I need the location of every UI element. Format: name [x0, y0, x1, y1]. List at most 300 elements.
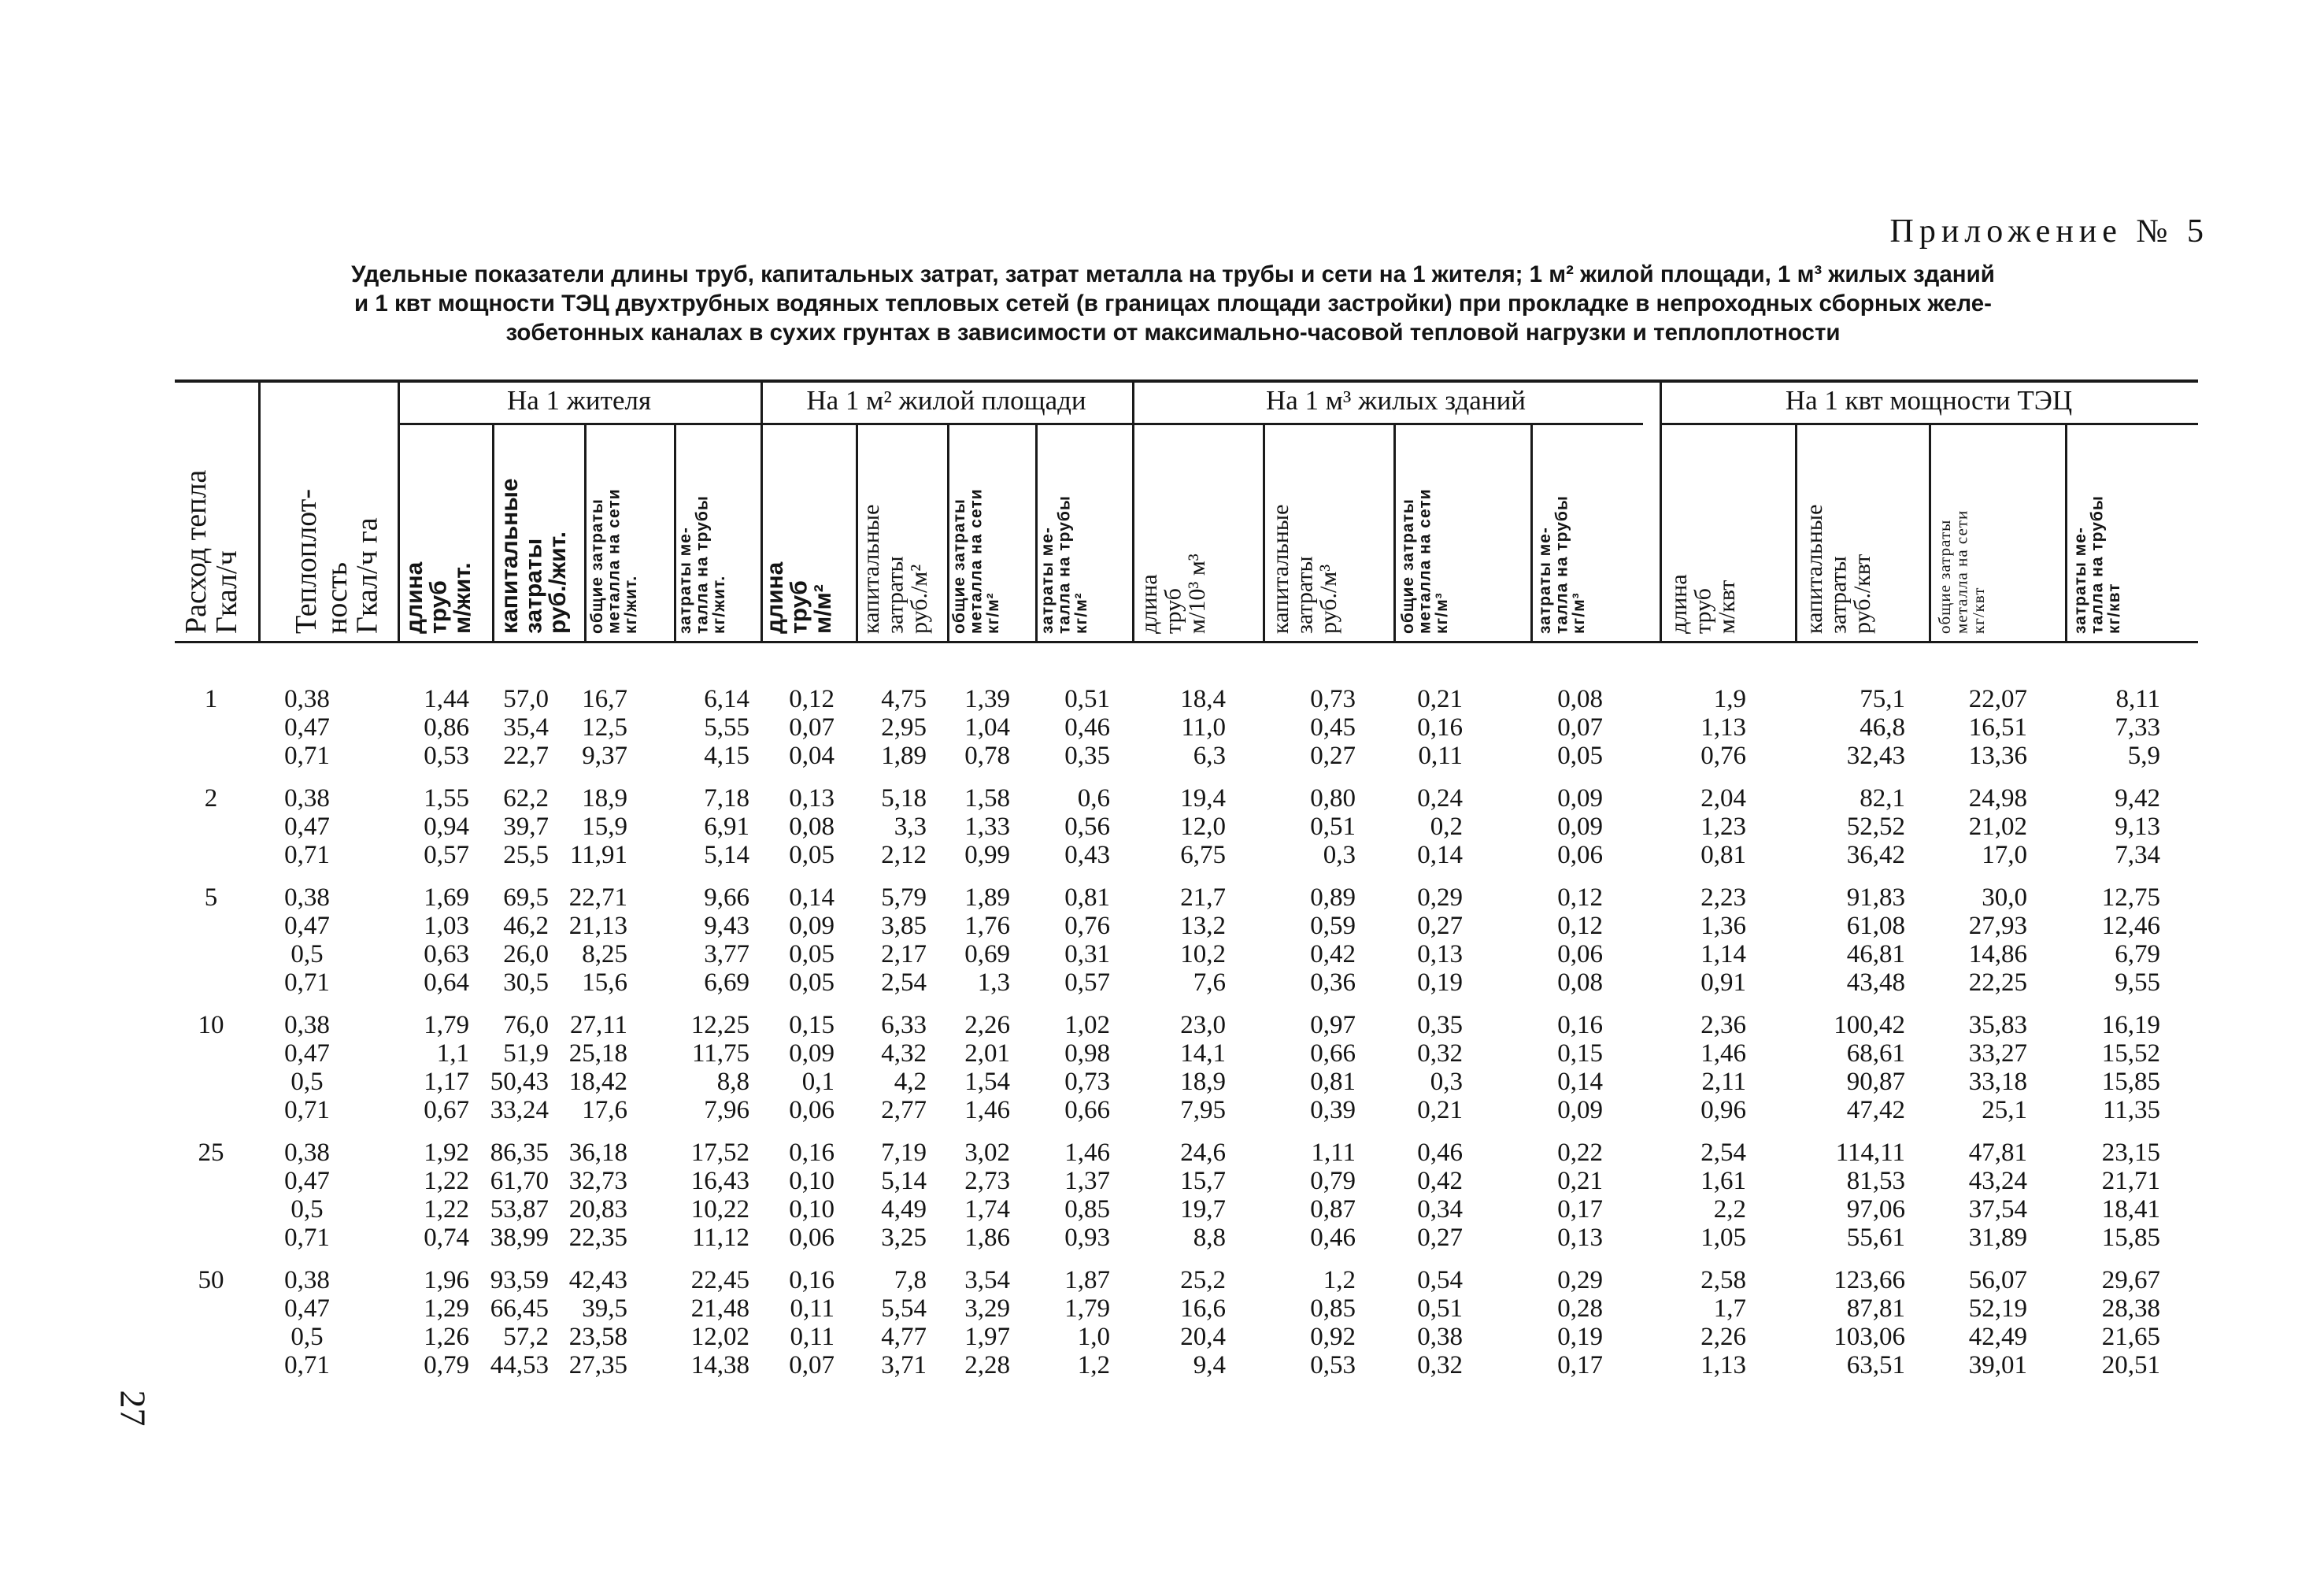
table-cell: 0,53 [424, 742, 469, 770]
table-cell: 0,89 [1310, 883, 1356, 912]
column-divider [2065, 423, 2067, 641]
column-header: затраты ме- талла на трубы кг/м² [1038, 495, 1090, 634]
table-cell: 0,53 [1310, 1351, 1356, 1379]
table-cell: 0,46 [1310, 1224, 1356, 1252]
table-cell: 3,85 [881, 912, 927, 940]
table-cell: 0,64 [424, 968, 469, 997]
table-cell: 2,01 [964, 1039, 1010, 1068]
table-cell: 23,58 [568, 1323, 627, 1351]
table-cell: 14,86 [1968, 940, 2027, 968]
table-cell: 0,10 [789, 1167, 834, 1195]
table-cell: 3,25 [881, 1224, 927, 1252]
table-cell: 3,77 [704, 940, 749, 968]
table-cell: 2,73 [964, 1167, 1010, 1195]
table-cell: 0,51 [1064, 685, 1110, 713]
page-number: 27 [113, 1390, 154, 1427]
table-cell: 0,12 [1557, 912, 1603, 940]
table-cell: 0,54 [1417, 1266, 1463, 1294]
table-cell: 0,10 [789, 1195, 834, 1224]
table-cell: 0,3 [1323, 841, 1356, 869]
table-cell: 0,92 [1310, 1323, 1356, 1351]
table-cell: 1,22 [424, 1167, 469, 1195]
table-cell: 0,06 [789, 1224, 834, 1252]
table-cell: 0,19 [1557, 1323, 1603, 1351]
table-cell: 0,91 [1700, 968, 1746, 997]
table-cell: 0,81 [1700, 841, 1746, 869]
table-cell: 0,21 [1417, 1096, 1463, 1124]
heat-value: 50 [198, 1266, 224, 1294]
table-cell: 0,35 [1417, 1011, 1463, 1039]
column-divider [492, 423, 494, 641]
table-cell: 0,79 [1310, 1167, 1356, 1195]
density-value: 0,5 [290, 1323, 324, 1351]
density-value: 0,38 [284, 685, 330, 713]
table-cell: 0,42 [1310, 940, 1356, 968]
table-cell: 1,0 [1077, 1323, 1110, 1351]
column-header: длина труб м/квт [1666, 574, 1741, 634]
column-header: капитальные затраты руб./м² [858, 504, 933, 634]
table-cell: 13,2 [1180, 912, 1226, 940]
table-cell: 29,67 [2101, 1266, 2160, 1294]
table-cell: 24,6 [1180, 1139, 1226, 1167]
density-value: 0,38 [284, 883, 330, 912]
table-cell: 0,93 [1064, 1224, 1110, 1252]
table-cell: 22,07 [1968, 685, 2027, 713]
table-cell: 20,4 [1180, 1323, 1226, 1351]
density-value: 0,38 [284, 784, 330, 813]
table-cell: 27,35 [568, 1351, 627, 1379]
table-cell: 0,14 [789, 883, 834, 912]
table-cell: 61,08 [1846, 912, 1905, 940]
table-cell: 1,22 [424, 1195, 469, 1224]
table-cell: 17,52 [690, 1139, 749, 1167]
table-cell: 4,77 [881, 1323, 927, 1351]
table-cell: 57,0 [503, 685, 549, 713]
table-cell: 0,19 [1417, 968, 1463, 997]
table-cell: 8,8 [716, 1068, 749, 1096]
table-cell: 0,06 [789, 1096, 834, 1124]
table-cell: 9,43 [704, 912, 749, 940]
table-cell: 18,41 [2101, 1195, 2160, 1224]
table-cell: 87,81 [1846, 1294, 1905, 1323]
table-cell: 0,31 [1064, 940, 1110, 968]
table-cell: 1,02 [1064, 1011, 1110, 1039]
column-header: длина труб м/жит. [402, 561, 476, 634]
table-cell: 46,8 [1860, 713, 1905, 742]
table-cell: 0,36 [1310, 968, 1356, 997]
table-cell: 6,91 [704, 813, 749, 841]
table-cell: 52,52 [1846, 813, 1905, 841]
table-cell: 8,11 [2115, 685, 2160, 713]
table-cell: 2,04 [1700, 784, 1746, 813]
table-cell: 0,6 [1077, 784, 1110, 813]
heat-value: 2 [204, 784, 218, 813]
table-cell: 16,43 [690, 1167, 749, 1195]
table-cell: 0,79 [424, 1351, 469, 1379]
table-cell: 1,92 [424, 1139, 469, 1167]
table-cell: 97,06 [1846, 1195, 1905, 1224]
table-cell: 27,93 [1968, 912, 2027, 940]
table-cell: 2,26 [1700, 1323, 1746, 1351]
table-cell: 63,51 [1846, 1351, 1905, 1379]
table-cell: 0,07 [789, 713, 834, 742]
table-cell: 6,33 [881, 1011, 927, 1039]
table-cell: 12,0 [1180, 813, 1226, 841]
table-cell: 0,16 [789, 1266, 834, 1294]
table-cell: 1,13 [1700, 713, 1746, 742]
density-value: 0,71 [284, 968, 330, 997]
density-value: 0,47 [284, 1294, 330, 1323]
table-cell: 0,09 [1557, 813, 1603, 841]
table-cell: 0,05 [789, 968, 834, 997]
table-cell: 16,51 [1968, 713, 2027, 742]
table-cell: 1,33 [964, 813, 1010, 841]
table-cell: 82,1 [1860, 784, 1905, 813]
table-cell: 0,87 [1310, 1195, 1356, 1224]
table-cell: 0,29 [1557, 1266, 1603, 1294]
table-cell: 22,25 [1968, 968, 2027, 997]
table-cell: 0,27 [1310, 742, 1356, 770]
table-cell: 31,89 [1968, 1224, 2027, 1252]
table-cell: 2,54 [881, 968, 927, 997]
table-cell: 42,43 [568, 1266, 627, 1294]
table-cell: 0,12 [1557, 883, 1603, 912]
column-header: общие затраты металла на сети кг/м² [950, 488, 1002, 634]
column-divider [584, 423, 587, 641]
heat-value: 25 [198, 1139, 224, 1167]
table-cell: 0,05 [1557, 742, 1603, 770]
table-cell: 1,96 [424, 1266, 469, 1294]
table-cell: 36,42 [1846, 841, 1905, 869]
column-header-heat: Расход тепла Гкал/ч [179, 469, 243, 634]
header-bottom-rule [175, 641, 2198, 643]
table-cell: 1,86 [964, 1224, 1010, 1252]
table-cell: 21,71 [2101, 1167, 2160, 1195]
table-cell: 2,17 [881, 940, 927, 968]
table-title [173, 260, 2173, 347]
table-cell: 1,89 [964, 883, 1010, 912]
table-cell: 7,34 [2115, 841, 2160, 869]
column-divider [1795, 423, 1797, 641]
table-cell: 20,51 [2101, 1351, 2160, 1379]
table-cell: 1,54 [964, 1068, 1010, 1096]
table-cell: 47,81 [1968, 1139, 2027, 1167]
table-cell: 50,43 [490, 1068, 549, 1096]
table-cell: 4,75 [881, 685, 927, 713]
table-cell: 0,29 [1417, 883, 1463, 912]
table-cell: 2,28 [964, 1351, 1010, 1379]
table-cell: 75,1 [1860, 685, 1905, 713]
table-cell: 1,3 [977, 968, 1010, 997]
table-cell: 4,49 [881, 1195, 927, 1224]
table-cell: 1,2 [1077, 1351, 1110, 1379]
table-cell: 46,81 [1846, 940, 1905, 968]
table-cell: 5,55 [704, 713, 749, 742]
table-cell: 42,49 [1968, 1323, 2027, 1351]
table-cell: 2,12 [881, 841, 927, 869]
table-cell: 51,9 [503, 1039, 549, 1068]
column-divider [947, 423, 949, 641]
table-cell: 27,11 [569, 1011, 627, 1039]
table-cell: 1,46 [1064, 1139, 1110, 1167]
table-cell: 14,38 [690, 1351, 749, 1379]
table-cell: 1,58 [964, 784, 1010, 813]
table-cell: 0,76 [1700, 742, 1746, 770]
table-cell: 24,98 [1968, 784, 2027, 813]
table-cell: 66,45 [490, 1294, 549, 1323]
table-cell: 23,0 [1180, 1011, 1226, 1039]
column-divider [1929, 423, 1931, 641]
table-cell: 0,06 [1557, 940, 1603, 968]
table-cell: 15,52 [2101, 1039, 2160, 1068]
table-cell: 2,95 [881, 713, 927, 742]
table-cell: 1,23 [1700, 813, 1746, 841]
table-cell: 25,5 [503, 841, 549, 869]
table-cell: 81,53 [1846, 1167, 1905, 1195]
column-header: затраты ме- талла на трубы кг/квт [2071, 495, 2123, 634]
column-divider [258, 380, 261, 641]
table-cell: 1,1 [436, 1039, 469, 1068]
table-cell: 0,63 [424, 940, 469, 968]
table-cell: 2,26 [964, 1011, 1010, 1039]
group-header: На 1 м² жилой площади [806, 385, 1086, 416]
table-cell: 16,6 [1180, 1294, 1226, 1323]
table-cell: 8,8 [1193, 1224, 1226, 1252]
table-cell: 13,36 [1968, 742, 2027, 770]
table-cell: 0,07 [789, 1351, 834, 1379]
table-cell: 0,27 [1417, 1224, 1463, 1252]
table-cell: 12,75 [2101, 883, 2160, 912]
table-cell: 1,55 [424, 784, 469, 813]
table-cell: 2,23 [1700, 883, 1746, 912]
table-cell: 10,22 [690, 1195, 749, 1224]
table-cell: 28,38 [2101, 1294, 2160, 1323]
table-cell: 0,14 [1557, 1068, 1603, 1096]
table-cell: 0,51 [1310, 813, 1356, 841]
density-value: 0,47 [284, 1039, 330, 1068]
table-cell: 9,37 [582, 742, 627, 770]
table-cell: 26,0 [503, 940, 549, 968]
table-cell: 0,11 [1418, 742, 1463, 770]
table-cell: 0,66 [1064, 1096, 1110, 1124]
table-cell: 114,11 [1835, 1139, 1905, 1167]
heat-value: 10 [198, 1011, 224, 1039]
heat-value: 1 [204, 685, 218, 713]
table-cell: 52,19 [1968, 1294, 2027, 1323]
table-cell: 3,29 [964, 1294, 1010, 1323]
table-cell: 15,6 [582, 968, 627, 997]
column-header: длина труб м/м² [762, 561, 837, 634]
table-cell: 1,11 [1311, 1139, 1356, 1167]
table-cell: 7,6 [1193, 968, 1226, 997]
table-cell: 1,39 [964, 685, 1010, 713]
table-cell: 2,77 [881, 1096, 927, 1124]
density-value: 0,47 [284, 713, 330, 742]
table-cell: 0,16 [789, 1139, 834, 1167]
table-cell: 22,71 [568, 883, 627, 912]
table-cell: 1,87 [1064, 1266, 1110, 1294]
table-cell: 11,12 [691, 1224, 749, 1252]
table-cell: 8,25 [582, 940, 627, 968]
table-cell: 91,83 [1846, 883, 1905, 912]
table-cell: 0,07 [1557, 713, 1603, 742]
table-cell: 1,7 [1713, 1294, 1746, 1323]
table-cell: 1,97 [964, 1323, 1010, 1351]
table-cell: 0,32 [1417, 1039, 1463, 1068]
table-cell: 5,54 [881, 1294, 927, 1323]
table-top-rule [175, 380, 2198, 383]
group-header: На 1 жителя [506, 385, 652, 416]
table-cell: 1,37 [1064, 1167, 1110, 1195]
table-cell: 0,3 [1430, 1068, 1463, 1096]
table-cell: 68,61 [1846, 1039, 1905, 1068]
group-header: На 1 м³ жилых зданий [1265, 385, 1527, 416]
table-cell: 3,54 [964, 1266, 1010, 1294]
table-cell: 2,54 [1700, 1139, 1746, 1167]
table-cell: 0,38 [1417, 1323, 1463, 1351]
column-header: капитальные затраты руб./квт [1801, 504, 1876, 634]
table-cell: 0,08 [1557, 685, 1603, 713]
table-cell: 39,7 [503, 813, 549, 841]
table-cell: 1,79 [424, 1011, 469, 1039]
density-value: 0,47 [284, 912, 330, 940]
table-cell: 15,7 [1180, 1167, 1226, 1195]
table-cell: 1,13 [1700, 1351, 1746, 1379]
density-value: 0,38 [284, 1139, 330, 1167]
table-cell: 1,04 [964, 713, 1010, 742]
table-cell: 0,09 [1557, 784, 1603, 813]
table-cell: 12,02 [690, 1323, 749, 1351]
table-cell: 1,79 [1064, 1294, 1110, 1323]
table-cell: 123,66 [1834, 1266, 1905, 1294]
column-header: общие затраты металла на сети кг/жит. [588, 488, 640, 634]
table-cell: 18,4 [1180, 685, 1226, 713]
table-cell: 9,66 [704, 883, 749, 912]
table-cell: 12,46 [2101, 912, 2160, 940]
table-cell: 20,83 [568, 1195, 627, 1224]
table-cell: 21,7 [1180, 883, 1226, 912]
table-cell: 0,28 [1557, 1294, 1603, 1323]
table-cell: 0,1 [801, 1068, 834, 1096]
table-cell: 35,83 [1968, 1011, 2027, 1039]
table-cell: 11,0 [1181, 713, 1226, 742]
table-cell: 17,0 [1982, 841, 2027, 869]
density-value: 0,38 [284, 1011, 330, 1039]
table-cell: 21,65 [2101, 1323, 2160, 1351]
table-cell: 43,48 [1846, 968, 1905, 997]
table-cell: 30,0 [1982, 883, 2027, 912]
table-cell: 32,43 [1846, 742, 1905, 770]
table-cell: 0,57 [1064, 968, 1110, 997]
density-value: 0,5 [290, 1068, 324, 1096]
table-cell: 0,2 [1430, 813, 1463, 841]
table-cell: 0,59 [1310, 912, 1356, 940]
table-cell: 17,6 [582, 1096, 627, 1124]
table-cell: 9,55 [2115, 968, 2160, 997]
table-cell: 0,67 [424, 1096, 469, 1124]
table-cell: 19,4 [1180, 784, 1226, 813]
table-cell: 0,21 [1557, 1167, 1603, 1195]
table-cell: 12,25 [690, 1011, 749, 1039]
table-cell: 5,79 [881, 883, 927, 912]
table-cell: 35,4 [503, 713, 549, 742]
table-cell: 0,81 [1064, 883, 1110, 912]
table-cell: 0,43 [1064, 841, 1110, 869]
table-cell: 33,24 [490, 1096, 549, 1124]
table-cell: 1,46 [964, 1096, 1010, 1124]
table-cell: 22,35 [568, 1224, 627, 1252]
table-cell: 0,16 [1417, 713, 1463, 742]
table-cell: 38,99 [490, 1224, 549, 1252]
table-cell: 0,05 [789, 940, 834, 968]
table-cell: 5,14 [704, 841, 749, 869]
table-cell: 69,5 [503, 883, 549, 912]
table-cell: 39,01 [1968, 1351, 2027, 1379]
density-value: 0,47 [284, 1167, 330, 1195]
table-cell: 0,94 [424, 813, 469, 841]
density-value: 0,38 [284, 1266, 330, 1294]
table-cell: 0,56 [1064, 813, 1110, 841]
table-cell: 1,44 [424, 685, 469, 713]
table-cell: 0,78 [964, 742, 1010, 770]
table-cell: 0,12 [789, 685, 834, 713]
table-cell: 0,73 [1310, 685, 1356, 713]
density-value: 0,47 [284, 813, 330, 841]
column-divider [1393, 423, 1396, 641]
table-cell: 76,0 [503, 1011, 549, 1039]
table-cell: 100,42 [1834, 1011, 1905, 1039]
table-cell: 18,9 [1180, 1068, 1226, 1096]
table-cell: 0,09 [789, 1039, 834, 1068]
appendix-label: Приложение № 5 [1889, 213, 2209, 250]
table-cell: 5,14 [881, 1167, 927, 1195]
table-cell: 1,36 [1700, 912, 1746, 940]
table-cell: 6,79 [2115, 940, 2160, 968]
table-cell: 18,42 [568, 1068, 627, 1096]
column-divider [1530, 423, 1533, 641]
table-cell: 33,18 [1968, 1068, 2027, 1096]
table-cell: 0,21 [1417, 685, 1463, 713]
table-cell: 25,18 [568, 1039, 627, 1068]
table-cell: 7,95 [1180, 1096, 1226, 1124]
table-cell: 44,53 [490, 1351, 549, 1379]
table-cell: 4,15 [704, 742, 749, 770]
table-cell: 2,11 [1701, 1068, 1746, 1096]
table-cell: 22,45 [690, 1266, 749, 1294]
table-cell: 4,32 [881, 1039, 927, 1068]
table-cell: 7,8 [894, 1266, 927, 1294]
table-cell: 90,87 [1846, 1068, 1905, 1096]
table-cell: 0,15 [789, 1011, 834, 1039]
table-cell: 0,09 [789, 912, 834, 940]
density-value: 0,71 [284, 1224, 330, 1252]
table-cell: 103,06 [1834, 1323, 1905, 1351]
table-cell: 16,7 [582, 685, 627, 713]
table-cell: 0,05 [789, 841, 834, 869]
column-divider [1035, 423, 1038, 641]
table-cell: 0,13 [789, 784, 834, 813]
table-cell: 6,3 [1193, 742, 1226, 770]
table-cell: 32,73 [568, 1167, 627, 1195]
table-cell: 21,48 [690, 1294, 749, 1323]
column-header: капитальные затраты руб./м³ [1267, 504, 1342, 634]
table-cell: 0,34 [1417, 1195, 1463, 1224]
table-cell: 21,02 [1968, 813, 2027, 841]
table-cell: 0,06 [1557, 841, 1603, 869]
table-cell: 0,14 [1417, 841, 1463, 869]
table-cell: 0,15 [1557, 1039, 1603, 1068]
table-cell: 1,46 [1700, 1039, 1746, 1068]
